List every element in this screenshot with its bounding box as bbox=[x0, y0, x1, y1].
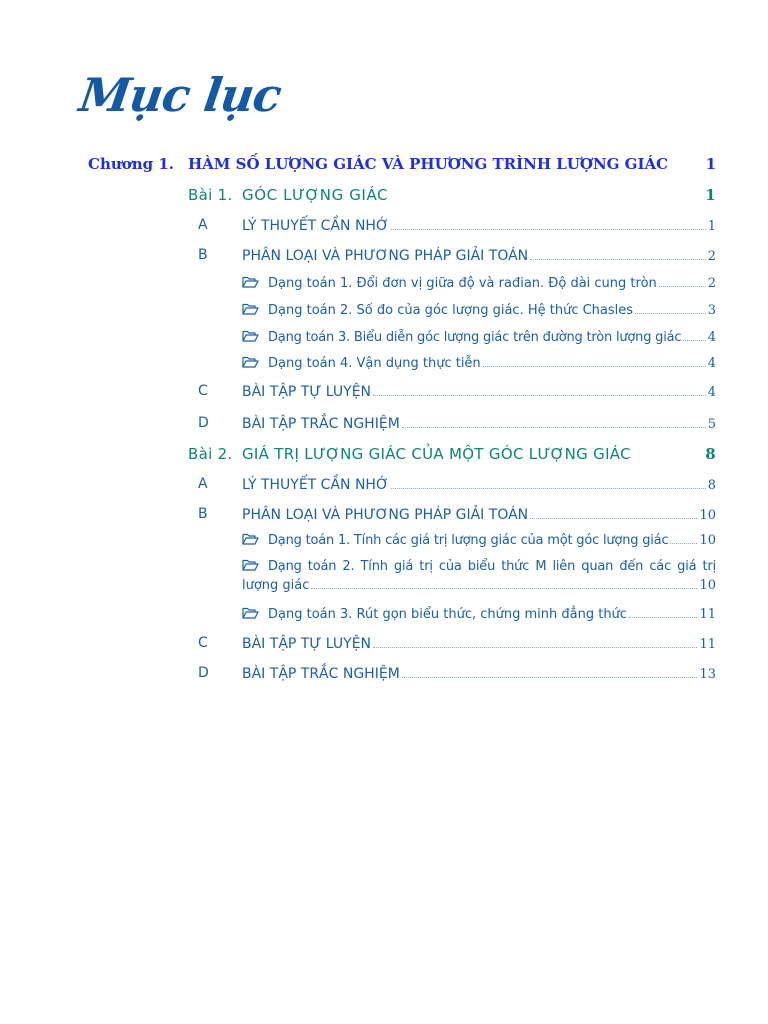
leader-dots bbox=[373, 646, 697, 648]
subsection-title: Dạng toán 1. Đổi đơn vị giữa độ và rađian. Độ dài cung tròn bbox=[268, 276, 657, 291]
open-folder-icon bbox=[242, 356, 259, 368]
subsection-title-line1: Dạng toán 2. Tính giá trị của biểu thức M liên quan đến các giá trị bbox=[268, 559, 716, 574]
subsection-page: 11 bbox=[699, 607, 716, 622]
lesson-label: Bài 2. bbox=[188, 445, 233, 463]
subsection-page: 10 bbox=[699, 533, 716, 548]
subsection-page: 4 bbox=[707, 330, 716, 345]
subsection-title: Dạng toán 3. Rút gọn biểu thức, chứng minh đẳng thức bbox=[268, 607, 627, 622]
open-folder-icon bbox=[242, 330, 259, 342]
lesson-title: GIÁ TRỊ LƯỢNG GIÁC CỦA MỘT GÓC LƯỢNG GIÁC bbox=[242, 445, 631, 463]
section-page: 8 bbox=[707, 478, 716, 493]
leader-dots bbox=[530, 517, 697, 519]
leader-dots bbox=[629, 616, 698, 618]
chapter-page: 1 bbox=[705, 155, 716, 173]
section-entry[interactable] bbox=[242, 506, 716, 525]
section-page: 10 bbox=[699, 508, 716, 523]
page-title: Mục lục bbox=[76, 68, 285, 122]
lesson-entry[interactable] bbox=[188, 445, 716, 463]
leader-dots bbox=[483, 365, 706, 367]
leader-dots bbox=[373, 394, 706, 396]
section-entry[interactable] bbox=[242, 383, 716, 402]
section-entry[interactable] bbox=[242, 635, 716, 654]
leader-dots bbox=[402, 426, 706, 428]
section-title: LÝ THUYẾT CẦN NHỚ bbox=[242, 477, 389, 493]
subsection-page: 3 bbox=[707, 303, 716, 318]
lesson-label: Bài 1. bbox=[188, 186, 233, 204]
section-title: BÀI TẬP TỰ LUYỆN bbox=[242, 636, 372, 652]
chapter-title: HÀM SỐ LƯỢNG GIÁC VÀ PHƯƠNG TRÌNH LƯỢNG GIÁC bbox=[188, 155, 669, 173]
lesson-entry[interactable] bbox=[188, 186, 716, 204]
section-entry[interactable] bbox=[242, 247, 716, 266]
leader-dots bbox=[391, 228, 706, 230]
section-page: 2 bbox=[707, 249, 716, 264]
section-entry[interactable] bbox=[242, 476, 716, 495]
section-letter: B bbox=[198, 247, 208, 263]
open-folder-icon bbox=[242, 303, 259, 315]
open-folder-icon bbox=[242, 533, 259, 545]
subsection-entry[interactable] bbox=[242, 532, 716, 550]
chapter-entry[interactable] bbox=[88, 155, 716, 174]
section-entry[interactable] bbox=[242, 217, 716, 236]
subsection-page: 2 bbox=[707, 276, 716, 291]
subsection-title: Dạng toán 4. Vận dụng thực tiễn bbox=[268, 356, 481, 371]
section-title: PHÂN LOẠI VÀ PHƯƠNG PHÁP GIẢI TOÁN bbox=[242, 507, 529, 523]
leader-dots bbox=[311, 587, 697, 589]
leader-dots bbox=[530, 258, 706, 260]
lesson-page: 1 bbox=[705, 186, 716, 204]
section-letter: B bbox=[198, 506, 208, 522]
subsection-entry[interactable] bbox=[242, 558, 716, 595]
section-title: PHÂN LOẠI VÀ PHƯƠNG PHÁP GIẢI TOÁN bbox=[242, 248, 529, 264]
leader-dots bbox=[635, 312, 706, 314]
open-folder-icon bbox=[242, 276, 259, 288]
subsection-entry[interactable] bbox=[242, 302, 716, 320]
subsection-title: Dạng toán 3. Biểu diễn góc lượng giác trên đường tròn lượng giác bbox=[268, 330, 682, 345]
subsection-entry[interactable] bbox=[242, 329, 716, 347]
section-title: BÀI TẬP TRẮC NGHIỆM bbox=[242, 416, 400, 432]
section-title: BÀI TẬP TỰ LUYỆN bbox=[242, 384, 372, 400]
subsection-entry[interactable] bbox=[242, 275, 716, 293]
open-folder-icon bbox=[242, 607, 259, 619]
lesson-page: 8 bbox=[705, 445, 716, 463]
section-letter: C bbox=[198, 635, 208, 651]
section-letter: D bbox=[198, 665, 209, 681]
subsection-title: Dạng toán 1. Tính các giá trị lượng giác của một góc lượng giác bbox=[268, 533, 669, 548]
lesson-title: GÓC LƯỢNG GIÁC bbox=[242, 186, 389, 204]
leader-dots bbox=[670, 542, 697, 544]
section-letter: A bbox=[198, 217, 208, 233]
section-title: LÝ THUYẾT CẦN NHỚ bbox=[242, 218, 389, 234]
leader-dots bbox=[659, 285, 706, 287]
section-entry[interactable] bbox=[242, 415, 716, 434]
chapter-label: Chương 1. bbox=[88, 155, 175, 173]
section-page: 5 bbox=[707, 417, 716, 432]
section-entry[interactable] bbox=[242, 665, 716, 684]
leader-dots bbox=[683, 339, 705, 341]
subsection-entry[interactable] bbox=[242, 355, 716, 373]
section-page: 1 bbox=[707, 219, 716, 234]
section-letter: C bbox=[198, 383, 208, 399]
section-page: 11 bbox=[699, 637, 716, 652]
section-page: 13 bbox=[699, 667, 716, 682]
leader-dots bbox=[391, 487, 706, 489]
section-letter: D bbox=[198, 415, 209, 431]
section-letter: A bbox=[198, 476, 208, 492]
subsection-title-line2: lượng giác bbox=[242, 578, 310, 593]
leader-dots bbox=[402, 676, 698, 678]
subsection-page: 10 bbox=[699, 578, 716, 593]
subsection-title: Dạng toán 2. Số đo của góc lượng giác. Hệ thức Chasles bbox=[268, 303, 634, 318]
subsection-page: 4 bbox=[707, 356, 716, 371]
section-page: 4 bbox=[707, 385, 716, 400]
section-title: BÀI TẬP TRẮC NGHIỆM bbox=[242, 666, 400, 682]
open-folder-icon bbox=[242, 559, 259, 571]
subsection-entry[interactable] bbox=[242, 606, 716, 624]
